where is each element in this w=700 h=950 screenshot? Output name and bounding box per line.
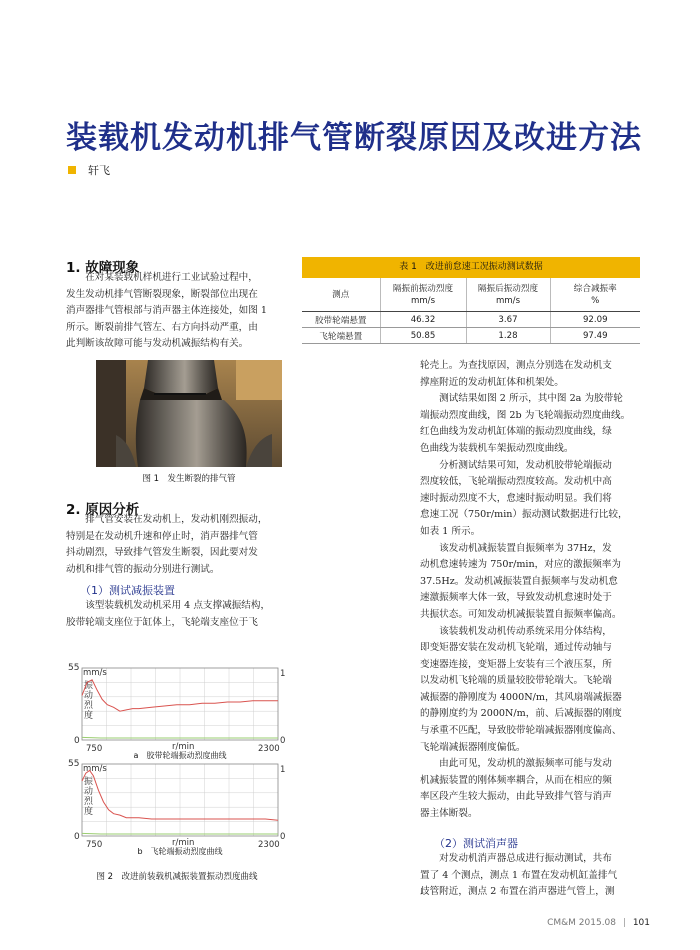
figure2-svg (66, 658, 288, 884)
text-line: 所示。断裂前排气管左、右方向抖动严重，由 (66, 321, 258, 333)
y-axis-label-char: 度 (84, 807, 94, 817)
footer-divider: | (622, 918, 626, 928)
text-line: 由此可见，发动机的激振频率可能与发动 (420, 758, 612, 770)
y-axis-label-char: 动 (84, 787, 94, 797)
text-line: 速激振频率大体一致，导致发动机怠速时处于 (420, 592, 612, 604)
chart-subtitle: a 胶带轮端振动烈度曲线 (133, 751, 227, 760)
right-column-body-2 (420, 835, 642, 901)
right-tick-label: 1 (280, 765, 286, 775)
table1-title: 表 1 改进前怠速工况振动测试数据 (302, 257, 640, 278)
subsection2-heading: （2）测试消声器 (434, 837, 518, 850)
journal-label: CM&M 2015.08 (547, 918, 617, 928)
y-unit-label: mm/s (83, 668, 107, 678)
table-cell: 46.32 (380, 312, 466, 328)
text-line: 器主体断裂。 (420, 808, 478, 820)
right-tick-label: 1 (280, 669, 286, 679)
subsection1-body (66, 598, 288, 631)
text-line: 动机和排气管的振动分别进行测试。 (66, 563, 220, 575)
text-line: 烈度较低，飞轮端振动烈度较高。发动机中高 (420, 476, 612, 488)
y-axis-label-char: 振 (84, 777, 94, 787)
text-line: 测试结果如图 2 所示，其中图 2a 为胶带轮 (420, 393, 623, 405)
section2-heading: 2. 原因分析 (66, 502, 140, 518)
text-line: 该发动机减振装置自振频率为 37Hz，发 (420, 542, 612, 554)
figure1-caption: 图 1 发生断裂的排气管 (142, 474, 236, 484)
text-line: 对发动机消声器总成进行振动测试，共布 (420, 853, 612, 864)
figure2-caption: 图 2 改进前装载机减振装置振动烈度曲线 (96, 872, 258, 882)
table-cell: 1.28 (466, 328, 550, 344)
table-header-cell: 测点 (302, 278, 380, 312)
text-line: 变速器连接，变矩器上安装有三个液压泵，所 (420, 658, 612, 670)
text-line: 轮壳上。为查找原因，测点分别选在发动机支 (420, 360, 612, 371)
section2-body (66, 512, 288, 578)
right-column-body (420, 358, 642, 823)
section1-body (66, 270, 288, 353)
table-header-cell: 综合减振率 % (550, 278, 640, 312)
text-line: 红色曲线为发动机缸体端的振动烈度曲线，绿 (420, 426, 612, 438)
text-line: 该装载机发动机传动系统采用分体结构， (420, 625, 612, 637)
page-number: 101 (632, 918, 650, 928)
text-line: 该型装载机发动机采用 4 点支撑减振结构， (85, 600, 271, 611)
y-tick-label: 0 (74, 832, 80, 842)
table-row (302, 328, 640, 344)
y-axis-label-char: 振 (84, 681, 94, 691)
table-cell: 胶带轮端悬置 (302, 312, 380, 328)
table-cell: 飞轮端悬置 (302, 328, 380, 344)
text-line: 机减振装置的刚体频率耦合，从而在相应的频 (420, 774, 612, 786)
author-marker (68, 166, 76, 174)
text-line: 特别是在发动机升速和停止时，消声器排气管 (66, 530, 258, 542)
text-line: 怠速工况（750r/min）振动测试数据进行比较， (420, 509, 628, 521)
text-line: 置了 4 个测点，测点 1 布置在发动机缸盖排气 (420, 869, 618, 881)
text-line: 速时振动烈度不大，怠速时振动明显。我们将 (420, 492, 612, 504)
x-tick-label: 750 (86, 744, 103, 754)
text-line: 消声器排气管根部与消声器主体连接处，如图 1 (66, 305, 268, 317)
y-axis-label-char: 烈 (84, 701, 94, 711)
y-tick-label: 0 (74, 736, 80, 746)
text-line: 撑座附近的发动机缸体和机架处。 (420, 376, 564, 388)
right-tick-label: 0 (280, 736, 286, 746)
chart-subtitle: b 飞轮端振动烈度曲线 (137, 847, 223, 856)
text-line: 此判断该故障可能与发动机减振结构有关。 (66, 338, 249, 350)
author-name: 轩飞 (88, 164, 110, 177)
table-cell: 3.67 (466, 312, 550, 328)
y-unit-label: mm/s (83, 764, 107, 774)
exhaust-pipe-photo (96, 360, 282, 467)
text-line: 37.5Hz。发动机减振装置自振频率与发动机怠 (420, 575, 618, 587)
text-line: 以发动机飞轮端的质量较胶带轮端大。飞轮端 (420, 675, 612, 687)
x-tick-label: 2300 (258, 840, 280, 850)
text-line: 在对某装载机样机进行工业试验过程中， (85, 272, 258, 283)
y-tick-label: 55 (68, 759, 80, 769)
text-line: 抖动剧烈，导致排气管发生断裂，因此要对发 (66, 547, 258, 559)
text-line: 的静刚度约为 2000N/m，前、后减振器的刚度 (420, 708, 622, 720)
text-line: 端振动烈度曲线，图 2b 为飞轮端振动烈度曲线。 (420, 409, 631, 421)
text-line: 动机怠速转速为 750r/min，对应的激振频率为 (420, 559, 622, 571)
table-cell: 50.85 (380, 328, 466, 344)
y-axis-label-char: 动 (84, 691, 94, 701)
subsection1-heading: （1）测试减振装置 (80, 584, 175, 597)
figure2-charts (66, 658, 288, 884)
text-line: 与承重不匹配，导致胶带轮端减振器刚度偏高、 (420, 725, 622, 737)
x-tick-label: 2300 (258, 744, 280, 754)
text-line: 色曲线为装载机车架振动烈度曲线。 (420, 442, 574, 454)
text-line: 排气管安装在发动机上，发动机刚烈振动， (85, 514, 268, 525)
text-line: 歧管附近，测点 2 布置在消声器进气管上，测 (420, 886, 615, 898)
text-line: 分析测试结果可知，发动机胶带轮端振动 (420, 459, 612, 471)
text-line: 即变矩器安装在发动机飞轮端，通过传动轴与 (420, 642, 612, 654)
text-line: 共振状态。可知发动机减振装置自振频率偏高。 (420, 608, 622, 620)
text-line: 减振器的静刚度为 4000N/m，其风扇端减振器 (420, 691, 622, 703)
text-line: 飞轮端减振器刚度偏低。 (420, 741, 526, 753)
text-line: 率区段产生较大振动，由此导致排气管与消声 (420, 791, 612, 803)
page-footer (547, 918, 650, 928)
text-line: 胶带轮端支座位于缸体上，飞轮端支座位于飞 (66, 616, 258, 628)
x-tick-label: 750 (86, 840, 103, 850)
article-title: 装载机发动机排气管断裂原因及改进方法 (66, 120, 642, 156)
text-line: 如表 1 所示。 (420, 525, 481, 537)
x-unit-label: r/min (172, 742, 195, 752)
table-header-row (302, 278, 640, 312)
table-row (302, 312, 640, 328)
right-tick-label: 0 (280, 832, 286, 842)
y-axis-label-char: 烈 (84, 797, 94, 807)
table-cell: 97.49 (550, 328, 640, 344)
table-header-cell: 隔振后振动烈度 mm/s (466, 278, 550, 312)
section1-heading: 1. 故障现象 (66, 260, 140, 276)
table-header-cell: 隔振前振动烈度 mm/s (380, 278, 466, 312)
y-tick-label: 55 (68, 663, 80, 673)
table1 (302, 278, 640, 344)
y-axis-label-char: 度 (84, 711, 94, 721)
text-line: 发生发动机排气管断裂现象，断裂部位出现在 (66, 288, 258, 300)
table-cell: 92.09 (550, 312, 640, 328)
x-unit-label: r/min (172, 838, 195, 848)
